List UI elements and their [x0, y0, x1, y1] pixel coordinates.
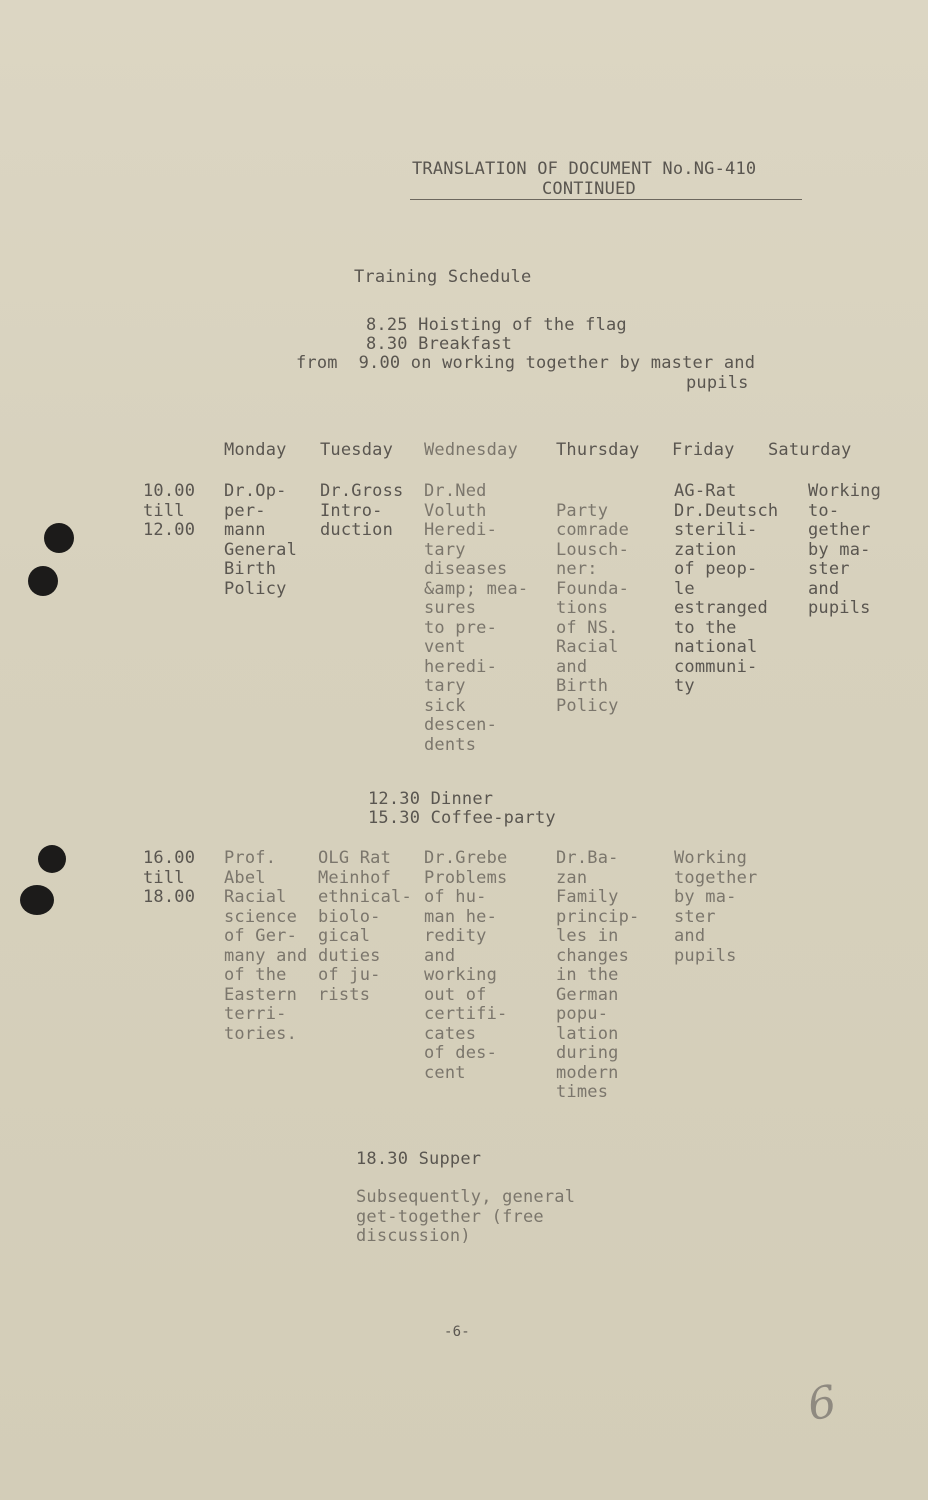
lecture-entry: Dr.Ned Voluth Heredi- tary diseases &amp; mea- sures to pre- vent heredi- tary sick descen- dents	[424, 481, 529, 755]
morning-line: from 9.00 on working together by master and	[296, 353, 756, 373]
closing-note: Subsequently, general get-together (free discussion)	[356, 1187, 576, 1246]
lecture-entry: Prof. Abel Racial science of Ger- many and of the Eastern terri- tories.	[224, 848, 308, 1044]
day-header: Tuesday	[320, 440, 394, 460]
punch-hole	[38, 845, 66, 873]
handwritten-page-number: 6	[803, 1375, 841, 1432]
morning-line: pupils	[686, 373, 749, 393]
header-title: TRANSLATION OF DOCUMENT No.NG-410	[412, 159, 757, 179]
schedule-title: Training Schedule	[354, 267, 532, 287]
morning-line: 8.25 Hoisting of the flag	[366, 315, 627, 335]
header-underline	[410, 199, 802, 200]
day-header: Thursday	[556, 440, 640, 460]
evening-line: 18.30 Supper	[356, 1149, 482, 1169]
header-subtitle: CONTINUED	[542, 179, 636, 199]
midday-line: 12.30 Dinner	[368, 789, 494, 809]
lecture-entry: Working to- gether by ma- ster and pupils	[808, 481, 882, 618]
morning-line: 8.30 Breakfast	[366, 334, 513, 354]
punch-hole	[44, 523, 74, 553]
time-slot: 16.00 till 18.00	[143, 848, 196, 907]
lecture-entry: Dr.Ba- zan Family princip- les in changes in the German popu- lation during modern times	[556, 848, 640, 1102]
time-slot: 10.00 till 12.00	[143, 481, 196, 540]
day-header: Saturday	[768, 440, 852, 460]
lecture-entry: OLG Rat Meinhof ethnical- biolo- gical duties of ju- rists	[318, 848, 412, 1005]
day-header: Monday	[224, 440, 287, 460]
day-header: Wednesday	[424, 440, 518, 460]
lecture-entry: AG-Rat Dr.Deutsch sterili- zation of peop- le estranged to the national communi- ty	[674, 481, 779, 696]
midday-line: 15.30 Coffee-party	[368, 808, 556, 828]
lecture-entry: Dr.Grebe Problems of hu- man he- redity and working out of certifi- cates of des- cent	[424, 848, 508, 1083]
page-marker: -6-	[444, 1324, 470, 1340]
punch-hole	[20, 885, 54, 915]
lecture-entry: Party comrade Lousch- ner: Founda- tions of NS. Racial and Birth Policy	[556, 500, 630, 716]
day-header: Friday	[672, 440, 735, 460]
lecture-entry: Working together by ma- ster and pupils	[674, 848, 758, 966]
lecture-entry: Dr.Op- per- mann General Birth Policy	[224, 481, 298, 599]
lecture-entry: Dr.Gross Intro- duction	[320, 481, 404, 540]
punch-hole	[28, 566, 58, 596]
